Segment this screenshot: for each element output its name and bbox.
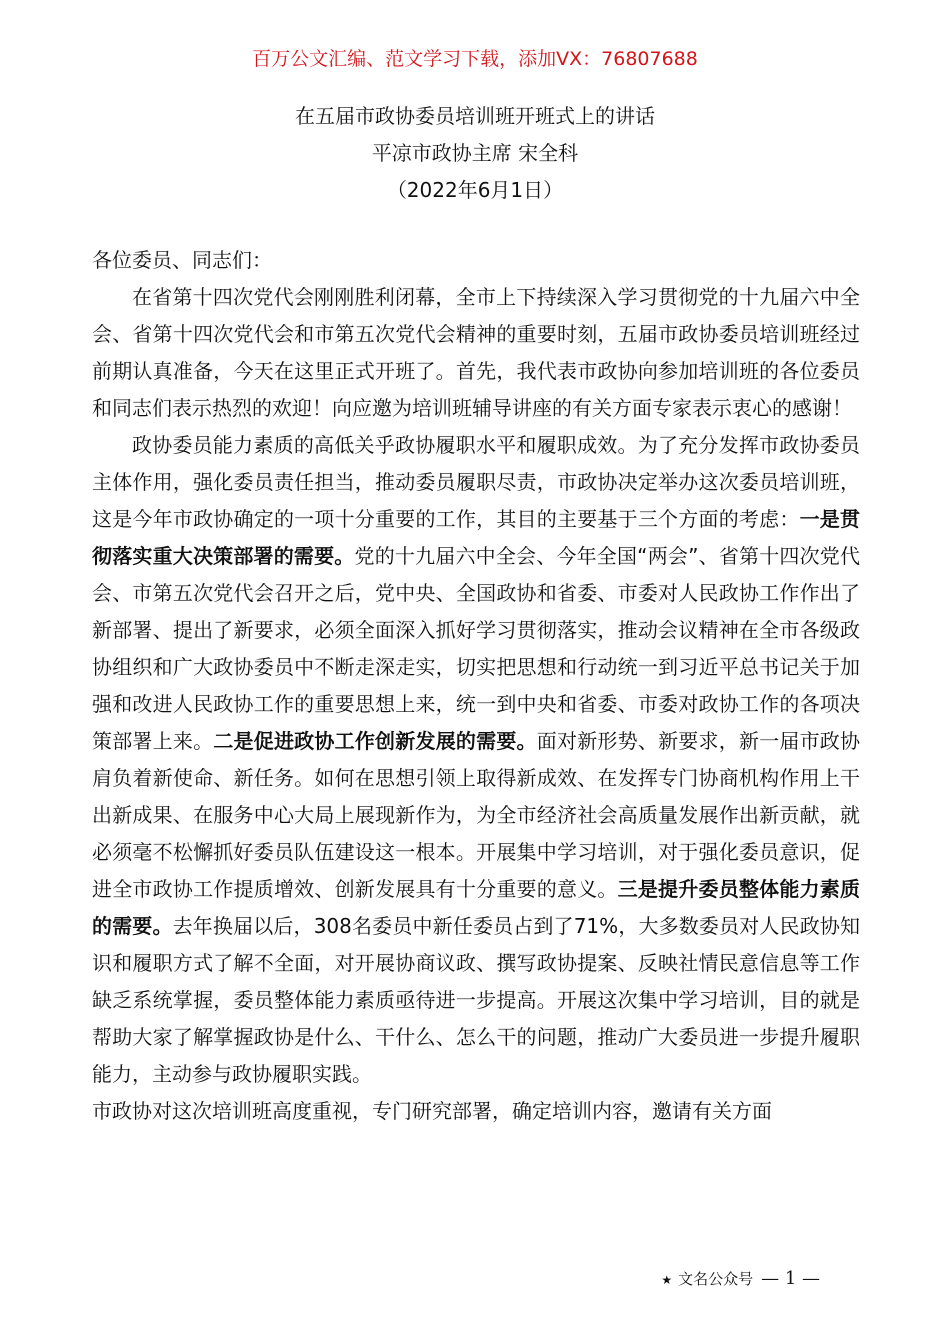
point-one-heading: 一是贯彻落实重大决策部署的需要。 xyxy=(92,507,861,568)
document-body xyxy=(92,242,860,1130)
document-title: 在五届市政协委员培训班开班式上的讲话 xyxy=(295,104,655,128)
page-number: — 1 — xyxy=(761,1268,820,1289)
point-two-text: 面对新形势、新要求，新一届市政协肩负着新使命、新任务。如何在思想引领上取得新成效、在发挥专门协商机构作用上干出新成果、在服务中心大局上展现新作为，为全市经济社会高质量发展作出新贡献，就必须毫不松懈抓好委员队伍建设这一根本。开展集中学习培训，对于强化委员意识，促进全市政协工作提质增效、创新发展具有十分重要的意义。 xyxy=(92,729,861,901)
paragraph-continued: 市政协对这次培训班高度重视，专门研究部署，确定培训内容，邀请有关方面 xyxy=(92,1099,772,1123)
point-one-text: 党的十九届六中全会、今年全国“两会”、省第十四次党代会、市第五次党代会召开之后，党中央、全国政协和省委、市委对人民政协工作作出了新部署、提出了新要求，必须全面深入抓好学习贯彻落实，推动会议精神在全市各级政协组织和广大政协委员中不断走深走实，切实把思想和行动统一到习近平总书记关于加强和改进人民政协工作的重要思想上来，统一到中央和省委、市委对政协工作的各项决策部署上来。 xyxy=(92,544,861,753)
point-three-heading: 三是提升委员整体能力素质的需要。 xyxy=(92,877,861,938)
speech-date: （2022年6月1日） xyxy=(386,178,564,202)
star-icon: ★ xyxy=(661,1273,673,1287)
salutation: 各位委员、同志们： xyxy=(92,248,272,272)
footer-label: 文名公众号 xyxy=(678,1270,754,1288)
point-two-heading: 二是促进政协工作创新发展的需要。 xyxy=(213,729,537,753)
page-footer xyxy=(661,1267,820,1292)
point-three-text: 去年换届以后，308名委员中新任委员占到了71%，大多数委员对人民政协知识和履职方式了解不全面，对开展协商议政、撰写政协提案、反映社情民意信息等工作缺乏系统掌握，委员整体能力素质亟待进一步提高。开展这次集中学习培训，目的就是帮助大家了解掌握政协是什么、干什么、怎么干的问题，推动广大委员进一步提升履职能力，主动参与政协履职实践。 xyxy=(92,914,860,1086)
document-header xyxy=(0,98,950,209)
promo-banner: 百万公文汇编、范文学习下载，添加VX：76807688 xyxy=(252,48,698,70)
speaker-line: 平凉市政协主席 宋全科 xyxy=(371,141,579,165)
paragraph-opening: 在省第十四次党代会刚刚胜利闭幕，全市上下持续深入学习贯彻党的十九届六中全会、省第十四次党代会和市第五次党代会精神的重要时刻，五届市政协委员培训班经过前期认真准备，今天在这里正式开班了。首先，我代表市政协向参加培训班的各位委员和同志们表示热烈的欢迎！向应邀为培训班辅导讲座的有关方面专家表示衷心的感谢！ xyxy=(92,285,860,420)
purpose-intro: 政协委员能力素质的高低关乎政协履职水平和履职成效。为了充分发挥市政协委员主体作用，强化委员责任担当，推动委员履职尽责，市政协决定举办这次委员培训班，这是今年市政协确定的一项十分重要的工作，其目的主要基于三个方面的考虑： xyxy=(92,433,860,531)
paragraph-purpose xyxy=(92,427,860,1093)
